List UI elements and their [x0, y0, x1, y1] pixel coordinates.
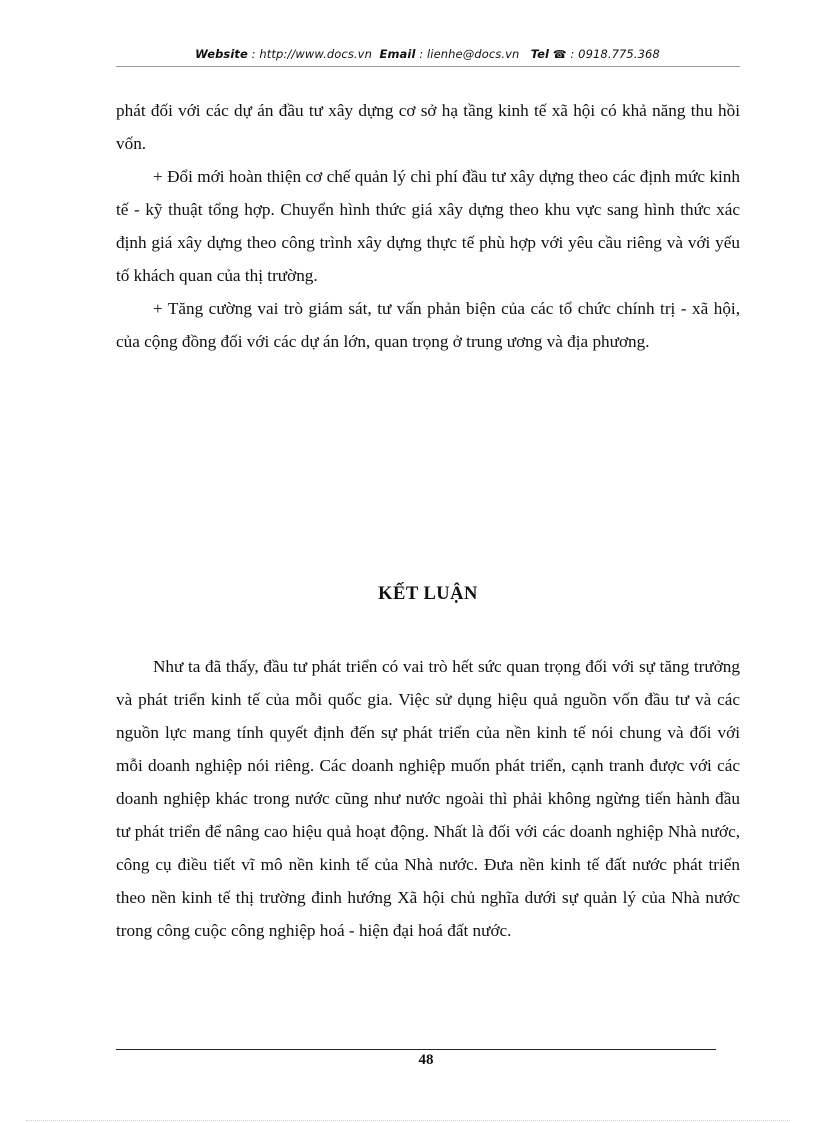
conclusion-body	[116, 650, 740, 947]
phone-icon: ☎	[552, 48, 567, 61]
paragraph-continuation: phát đối với các dự án đầu tư xây dựng cơ sở hạ tầng kinh tế xã hội có khả năng thu hồi vốn.	[116, 101, 740, 153]
section-continuation	[116, 94, 740, 358]
page-number: 48	[418, 1052, 434, 1068]
paragraph-supervision: + Tăng cường vai trò giám sát, tư vấn phản biện của các tổ chức chính trị - xã hội, của cộng đồng đối với các dự án lớn, quan trọng ở trung ương và địa phương.	[116, 299, 740, 351]
email-label: Email	[379, 47, 416, 61]
paragraph-cost-mechanism: + Đổi mới hoàn thiện cơ chế quản lý chi phí đầu tư xây dựng theo các định mức kinh tế - kỹ thuật tổng hợp. Chuyển hình thức giá xây dựng theo khu vực sang hình thức xác định giá xây dựng theo công trình xây dựng thực tế phù hợp với yêu cầu riêng và với yếu tố khách quan của thị trường.	[116, 167, 740, 285]
tel-label: Tel	[530, 47, 550, 61]
website-separator: :	[247, 47, 260, 61]
tel-separator: :	[566, 47, 579, 61]
header-divider	[116, 66, 740, 67]
page-bottom-border	[26, 1120, 790, 1121]
tel-number: 0918.775.368	[578, 47, 660, 61]
website-url[interactable]: http://www.docs.vn	[259, 47, 372, 61]
footer-divider	[116, 1049, 716, 1050]
page-header	[0, 47, 816, 61]
conclusion-paragraph: Như ta đã thấy, đầu tư phát triển có vai trò hết sức quan trọng đối với sự tăng trưởng và phát triển kinh tế của mỗi quốc gia. Việc sử dụng hiệu quả nguồn vốn đầu tư và các nguồn lực mang tính quyết định đến sự phát triển của nền kinh tế nói chung và đối với mỗi doanh nghiệp nói riêng. Các doanh nghiệp muốn phát triển, cạnh tranh được với các doanh nghiệp khác trong nước cũng như nước ngoài thì phải không ngừng tiến hành đầu tư phát triển để nâng cao hiệu quả hoạt động. Nhất là đối với các doanh nghiệp Nhà nước, công cụ điều tiết vĩ mô nền kinh tế của Nhà nước. Đưa nền kinh tế đất nước phát triển theo nền kinh tế thị trường đinh hướng Xã hội chủ nghĩa dưới sự quản lý của Nhà nước trong công cuộc công nghiệp hoá - hiện đại hoá đất nước.	[116, 657, 740, 940]
website-label: Website	[195, 47, 248, 61]
email-separator: :	[415, 47, 427, 61]
email-address[interactable]: lienhe@docs.vn	[426, 47, 520, 61]
conclusion-title: KẾT LUẬN	[378, 584, 478, 604]
